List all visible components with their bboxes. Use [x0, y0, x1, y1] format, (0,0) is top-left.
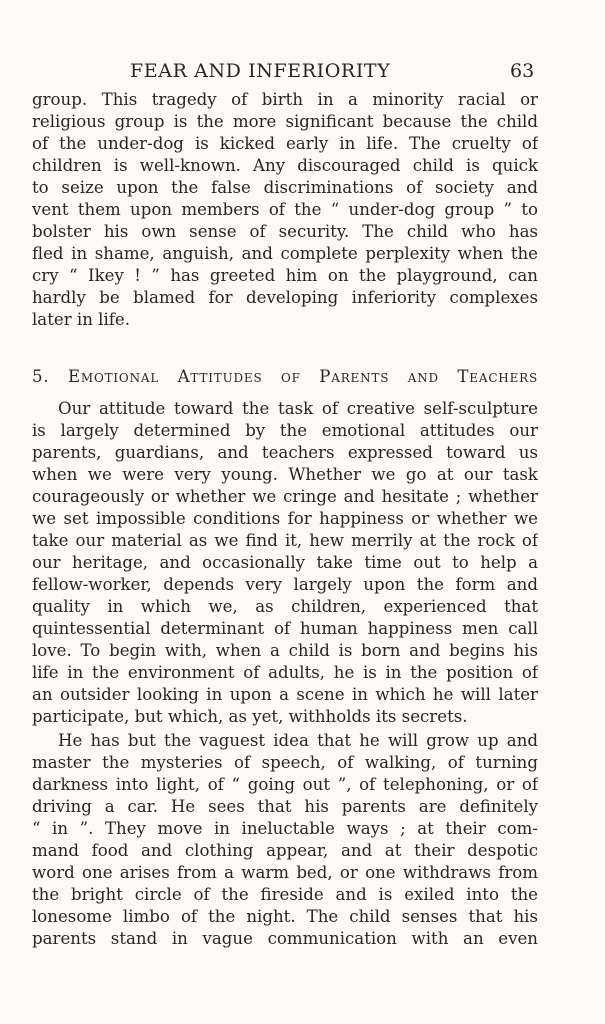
- text-line: fellow-worker, depends very largely upon the form and: [32, 575, 538, 594]
- text-line: our heritage, and occasionally take time out to help a: [32, 553, 538, 572]
- text-line: an outsider looking in upon a scene in which he will later: [32, 685, 538, 704]
- text-line: is largely determined by the emotional attitudes our: [32, 421, 538, 440]
- text-line: cry “ Ikey ! ” has greeted him on the playground, can: [32, 266, 538, 285]
- text-line: driving a car. He sees that his parents are definitely: [32, 797, 538, 816]
- text-line: quintessential determinant of human happiness men call: [32, 619, 538, 638]
- text-line: life in the environment of adults, he is in the position of: [32, 663, 538, 682]
- text-line: children is well-known. Any discouraged child is quick: [32, 156, 538, 175]
- text-line: group. This tragedy of birth in a minority racial or: [32, 90, 538, 109]
- text-line: religious group is the more significant because the child: [32, 112, 538, 131]
- page-number: 63: [510, 60, 535, 82]
- text-line: mand food and clothing appear, and at their despotic: [32, 841, 538, 860]
- text-line: darkness into light, of “ going out ”, of telephoning, or of: [32, 775, 538, 794]
- text-line: lonesome limbo of the night. The child senses that his: [32, 907, 538, 926]
- text-line: to seize upon the false discriminations of society and: [32, 178, 538, 197]
- text-line: bolster his own sense of security. The child who has: [32, 222, 538, 241]
- text-line: He has but the vaguest idea that he will grow up and: [58, 731, 538, 750]
- text-line: fled in shame, anguish, and complete perplexity when the: [32, 244, 538, 263]
- text-line: we set impossible conditions for happiness or whether we: [32, 509, 538, 528]
- text-line: parents, guardians, and teachers expressed toward us: [32, 443, 538, 462]
- text-line: quality in which we, as children, experienced that: [32, 597, 538, 616]
- paragraph-2: [32, 398, 538, 728]
- text-line: Our attitude toward the task of creative self-sculpture: [58, 399, 538, 418]
- text-line: courageously or whether we cringe and hesitate ; whether: [32, 487, 538, 506]
- text-line: later in life.: [32, 310, 131, 329]
- text-line: when we were very young. Whether we go at our task: [32, 465, 538, 484]
- text-line: love. To begin with, when a child is born and begins his: [32, 641, 538, 660]
- text-line: participate, but which, as yet, withholds its secrets.: [32, 707, 468, 726]
- text-line: parents stand in vague communication with an even: [32, 929, 538, 948]
- running-title: FEAR AND INFERIORITY: [130, 60, 391, 82]
- text-line: word one arises from a warm bed, or one withdraws from: [32, 863, 538, 882]
- paragraph-1: [32, 89, 538, 331]
- section-heading: 5. Emotional Attitudes of Parents and Teachers: [32, 367, 538, 386]
- text-line: “ in ”. They move in ineluctable ways ; at their com-: [32, 819, 538, 838]
- paragraph-3: [32, 730, 538, 950]
- text-line: take our material as we find it, hew merrily at the rock of: [32, 531, 538, 550]
- text-line: hardly be blamed for developing inferiority complexes: [32, 288, 538, 307]
- text-line: vent them upon members of the “ under-dog group ” to: [32, 200, 538, 219]
- text-line: master the mysteries of speech, of walking, of turning: [32, 753, 538, 772]
- text-line: of the under-dog is kicked early in life. The cruelty of: [32, 134, 538, 153]
- running-head: [0, 58, 605, 84]
- text-line: the bright circle of the fireside and is exiled into the: [32, 885, 538, 904]
